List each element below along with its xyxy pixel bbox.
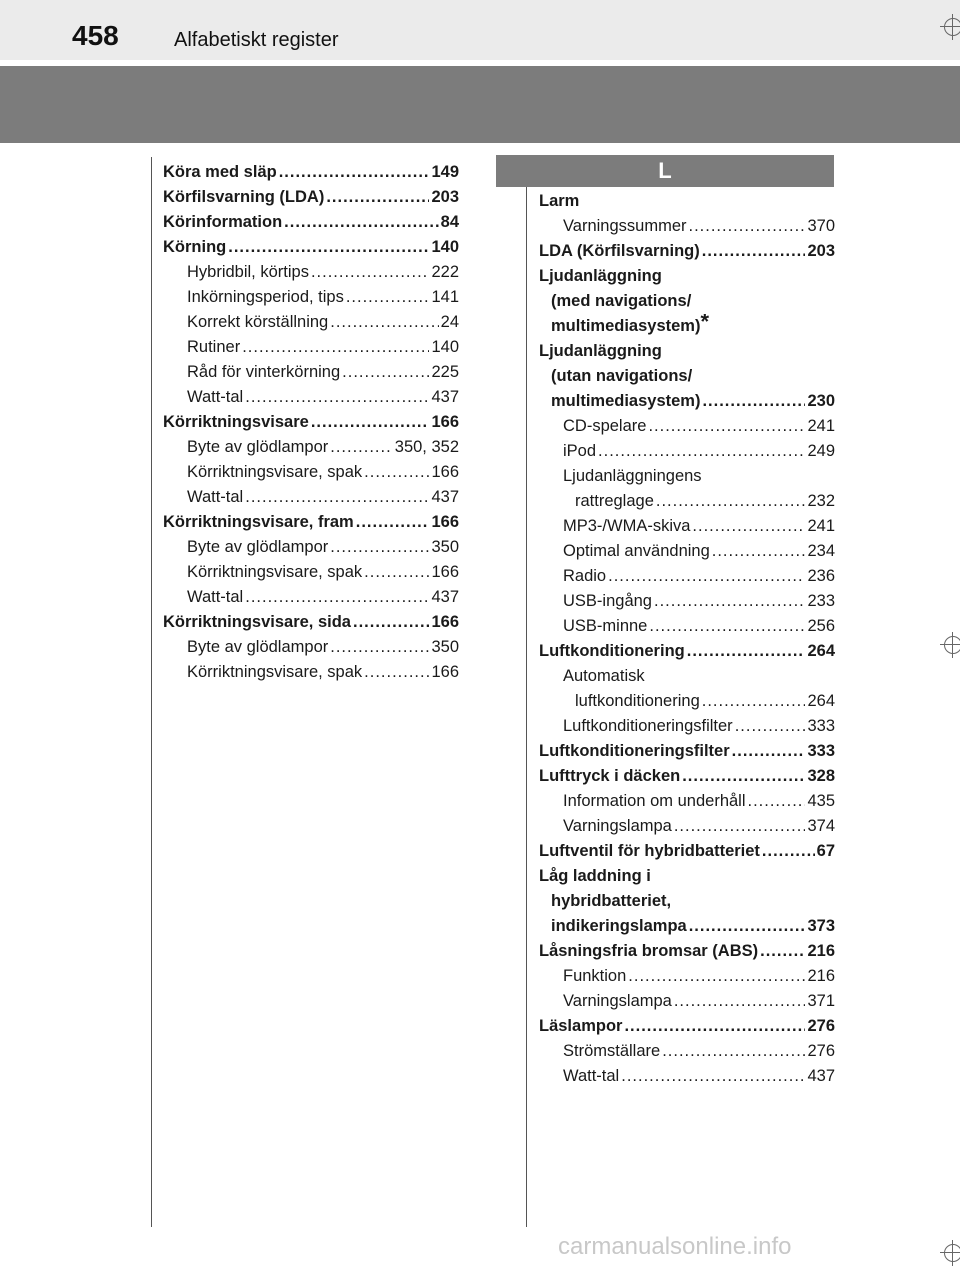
index-entry-page: 276 bbox=[807, 1017, 835, 1035]
index-entry bbox=[539, 264, 835, 289]
dot-leader bbox=[608, 564, 805, 589]
index-column-left bbox=[163, 160, 459, 685]
index-entry bbox=[539, 214, 835, 239]
index-entry bbox=[539, 939, 835, 964]
index-entry-label: Körriktningsvisare bbox=[163, 413, 309, 431]
index-entry-page: 232 bbox=[807, 492, 835, 510]
dot-leader bbox=[712, 539, 806, 564]
index-entry bbox=[539, 839, 835, 864]
index-entry bbox=[539, 889, 835, 914]
index-entry-page: 222 bbox=[431, 263, 459, 281]
index-entry-label: Hybridbil, körtips bbox=[187, 263, 309, 281]
dot-leader bbox=[364, 560, 429, 585]
dot-leader bbox=[702, 239, 806, 264]
index-entry-label: Ljudanläggning bbox=[539, 267, 662, 285]
index-entry bbox=[163, 385, 459, 410]
index-entry bbox=[163, 235, 459, 260]
index-entry-label: Watt-tal bbox=[187, 488, 244, 506]
index-entry-page: 249 bbox=[807, 442, 835, 460]
dot-leader bbox=[364, 460, 429, 485]
index-entry-label: Råd för vinterkörning bbox=[187, 363, 341, 381]
dot-leader bbox=[353, 610, 429, 635]
index-entry-label: Watt-tal bbox=[563, 1067, 620, 1085]
index-entry-label: Körinformation bbox=[163, 213, 283, 231]
index-entry-page: 236 bbox=[807, 567, 835, 585]
index-entry-label: (utan navigations/ bbox=[551, 367, 693, 385]
index-entry-label: Funktion bbox=[563, 967, 627, 985]
index-entry bbox=[539, 539, 835, 564]
dot-leader bbox=[682, 764, 805, 789]
index-entry-label: Ljudanläggningens bbox=[563, 467, 702, 485]
index-entry-page: 333 bbox=[807, 717, 835, 735]
index-entry bbox=[539, 289, 835, 314]
index-entry bbox=[163, 310, 459, 335]
index-entry-label: USB-minne bbox=[563, 617, 648, 635]
page-header bbox=[0, 0, 960, 60]
index-entry-page: 437 bbox=[431, 588, 459, 606]
index-entry-label: (med navigations/ bbox=[551, 292, 692, 310]
index-entry-label: Köra med släp bbox=[163, 163, 277, 181]
dot-leader bbox=[674, 814, 806, 839]
index-entry-page: 166 bbox=[431, 463, 459, 481]
index-entry-page: 241 bbox=[807, 517, 835, 535]
section-title: Alfabetiskt register bbox=[174, 29, 339, 51]
index-entry-label: Körriktningsvisare, spak bbox=[187, 563, 363, 581]
index-entry-page: 140 bbox=[431, 338, 459, 356]
index-entry bbox=[539, 339, 835, 364]
index-entry bbox=[539, 964, 835, 989]
index-entry bbox=[539, 739, 835, 764]
dot-leader bbox=[674, 989, 806, 1014]
dot-leader bbox=[346, 285, 430, 310]
index-entry-label: Körriktningsvisare, spak bbox=[187, 663, 363, 681]
index-entry-label: Inkörningsperiod, tips bbox=[187, 288, 344, 306]
index-entry bbox=[163, 485, 459, 510]
index-entry-page: 84 bbox=[440, 213, 459, 231]
index-entry-page: 166 bbox=[431, 513, 459, 531]
dot-leader bbox=[598, 439, 805, 464]
index-entry-page: 333 bbox=[807, 742, 835, 760]
index-entry-label: Automatisk bbox=[563, 667, 645, 685]
dot-leader bbox=[245, 485, 429, 510]
index-entry-label: Körriktningsvisare, spak bbox=[187, 463, 363, 481]
dot-leader bbox=[311, 260, 430, 285]
index-entry bbox=[163, 560, 459, 585]
index-entry bbox=[163, 185, 459, 210]
index-entry bbox=[539, 389, 835, 414]
dot-leader bbox=[311, 410, 430, 435]
index-entry: multimediasystem) * bbox=[539, 314, 835, 339]
index-entry-label: Watt-tal bbox=[187, 588, 244, 606]
index-entry-page: 233 bbox=[807, 592, 835, 610]
index-entry-label: Byte av glödlampor bbox=[187, 638, 329, 656]
index-entry-label: Varningslampa bbox=[563, 817, 672, 835]
index-entry bbox=[539, 639, 835, 664]
crop-mark-icon bbox=[940, 14, 960, 40]
index-entry bbox=[539, 414, 835, 439]
index-entry-label: MP3-/WMA-skiva bbox=[563, 517, 691, 535]
dot-leader bbox=[284, 210, 438, 235]
index-entry-page: 373 bbox=[807, 917, 835, 935]
index-entry-page: 141 bbox=[431, 288, 459, 306]
index-entry-label: Radio bbox=[563, 567, 607, 585]
index-entry-label: Låsningsfria bromsar (ABS) bbox=[539, 942, 759, 960]
column-rule-right bbox=[526, 187, 527, 1227]
index-entry-page: 435 bbox=[807, 792, 835, 810]
dot-leader bbox=[689, 914, 806, 939]
index-entry-page: 350, 352 bbox=[394, 438, 459, 456]
index-entry-label: Läslampor bbox=[539, 1017, 623, 1035]
index-entry-label: iPod bbox=[563, 442, 597, 460]
index-entry-page: 374 bbox=[807, 817, 835, 835]
index-entry bbox=[163, 660, 459, 685]
dot-leader bbox=[330, 535, 429, 560]
index-entry-page: 149 bbox=[431, 163, 459, 181]
dot-leader bbox=[702, 389, 805, 414]
index-entry bbox=[539, 1039, 835, 1064]
index-entry bbox=[539, 689, 835, 714]
index-entry-label: Lufttryck i däcken bbox=[539, 767, 681, 785]
index-entry-page: 216 bbox=[807, 967, 835, 985]
index-entry-page: 264 bbox=[807, 692, 835, 710]
header-band bbox=[0, 66, 960, 143]
index-entry bbox=[539, 1064, 835, 1089]
index-entry-label: Watt-tal bbox=[187, 388, 244, 406]
dot-leader bbox=[326, 185, 429, 210]
index-entry bbox=[539, 989, 835, 1014]
index-entry-page: 328 bbox=[807, 767, 835, 785]
index-entry-page: 371 bbox=[807, 992, 835, 1010]
dot-leader bbox=[748, 789, 806, 814]
dot-leader bbox=[279, 160, 430, 185]
index-entry-label: Luftventil för hybridbatteriet bbox=[539, 842, 760, 860]
index-entry-label: Luftkonditioneringsfilter bbox=[563, 717, 733, 735]
index-entry-page: 166 bbox=[431, 663, 459, 681]
index-entry-label: indikeringslampa bbox=[551, 917, 687, 935]
index-entry-label: multimediasystem) bbox=[551, 317, 701, 335]
dot-leader bbox=[687, 639, 806, 664]
index-entry-label: Information om underhåll bbox=[563, 792, 746, 810]
index-entry-page: 24 bbox=[440, 313, 459, 331]
dot-leader bbox=[628, 964, 805, 989]
index-entry bbox=[539, 364, 835, 389]
index-entry bbox=[539, 914, 835, 939]
dot-leader bbox=[662, 1039, 805, 1064]
dot-leader bbox=[732, 739, 806, 764]
dot-leader bbox=[656, 489, 806, 514]
dot-leader bbox=[654, 589, 805, 614]
index-entry bbox=[539, 789, 835, 814]
index-entry bbox=[163, 335, 459, 360]
index-letter-header: L bbox=[496, 155, 834, 187]
index-entry-page: 140 bbox=[431, 238, 459, 256]
index-entry-label: Körning bbox=[163, 238, 227, 256]
index-entry-label: Ljudanläggning bbox=[539, 342, 662, 360]
dot-leader bbox=[760, 939, 805, 964]
index-entry bbox=[539, 239, 835, 264]
watermark: carmanualsonline.info bbox=[558, 1233, 792, 1260]
index-entry bbox=[539, 564, 835, 589]
index-entry-label: multimediasystem) bbox=[551, 392, 701, 410]
index-entry-label: Körriktningsvisare, fram bbox=[163, 513, 354, 531]
dot-leader bbox=[245, 385, 429, 410]
index-entry-label: Luftkonditioneringsfilter bbox=[539, 742, 730, 760]
index-entry-label: rattreglage bbox=[575, 492, 654, 510]
index-entry-label: Optimal användning bbox=[563, 542, 710, 560]
index-entry bbox=[163, 635, 459, 660]
index-entry-page: 166 bbox=[431, 613, 459, 631]
dot-leader bbox=[702, 689, 806, 714]
index-entry bbox=[163, 460, 459, 485]
index-entry-label: Låg laddning i bbox=[539, 867, 651, 885]
index-entry-label: CD-spelare bbox=[563, 417, 647, 435]
index-entry-page: 166 bbox=[431, 413, 459, 431]
index-entry-label: Byte av glödlampor bbox=[187, 538, 329, 556]
index-entry bbox=[539, 864, 835, 889]
index-entry bbox=[539, 614, 835, 639]
page-number: 458 bbox=[72, 20, 119, 51]
index-entry-page: 225 bbox=[431, 363, 459, 381]
index-entry bbox=[163, 260, 459, 285]
index-entry bbox=[539, 189, 835, 214]
index-entry bbox=[163, 510, 459, 535]
index-entry-label: Korrekt körställning bbox=[187, 313, 329, 331]
dot-leader bbox=[735, 714, 806, 739]
index-entry-page: 203 bbox=[431, 188, 459, 206]
dot-leader bbox=[228, 235, 429, 260]
dot-leader bbox=[245, 585, 429, 610]
dot-leader bbox=[624, 1014, 805, 1039]
index-entry-page: 276 bbox=[807, 1042, 835, 1060]
index-entry bbox=[539, 514, 835, 539]
dot-leader bbox=[688, 214, 805, 239]
dot-leader bbox=[692, 514, 805, 539]
index-column-right bbox=[539, 189, 835, 1089]
index-entry-label: Körfilsvarning (LDA) bbox=[163, 188, 325, 206]
index-entry-page: 166 bbox=[431, 563, 459, 581]
dot-leader bbox=[649, 614, 805, 639]
index-entry-page: 350 bbox=[431, 638, 459, 656]
index-entry bbox=[539, 664, 835, 689]
index-entry-label: Strömställare bbox=[563, 1042, 661, 1060]
dot-leader bbox=[342, 360, 429, 385]
index-entry-page: 67 bbox=[816, 842, 835, 860]
index-entry-page: 437 bbox=[807, 1067, 835, 1085]
index-entry-page: 241 bbox=[807, 417, 835, 435]
index-entry bbox=[163, 210, 459, 235]
index-entry-page: 370 bbox=[807, 217, 835, 235]
crop-mark-icon bbox=[940, 1240, 960, 1266]
column-rule-left bbox=[151, 157, 152, 1227]
index-entry-label: luftkonditionering bbox=[575, 692, 700, 710]
index-entry-page: 437 bbox=[431, 488, 459, 506]
index-entry bbox=[539, 764, 835, 789]
index-entry-label: hybridbatteriet, bbox=[551, 892, 672, 910]
index-entry-page: 216 bbox=[807, 942, 835, 960]
dot-leader bbox=[356, 510, 430, 535]
index-entry-page: 234 bbox=[807, 542, 835, 560]
dot-leader bbox=[330, 635, 429, 660]
index-entry bbox=[539, 489, 835, 514]
dot-leader bbox=[364, 660, 429, 685]
crop-mark-icon bbox=[940, 632, 960, 658]
dot-leader bbox=[762, 839, 815, 864]
index-entry bbox=[163, 360, 459, 385]
index-entry bbox=[163, 535, 459, 560]
index-entry bbox=[163, 435, 459, 460]
index-entry bbox=[163, 160, 459, 185]
dot-leader bbox=[242, 335, 429, 360]
index-entry bbox=[163, 285, 459, 310]
index-entry-label: USB-ingång bbox=[563, 592, 652, 610]
index-entry-label: Rutiner bbox=[187, 338, 241, 356]
index-entry bbox=[539, 1014, 835, 1039]
index-entry bbox=[539, 714, 835, 739]
index-entry bbox=[163, 610, 459, 635]
index-entry-label: Varningssummer bbox=[563, 217, 687, 235]
dot-leader bbox=[330, 310, 438, 335]
index-entry-page: 203 bbox=[807, 242, 835, 260]
index-entry-page: 256 bbox=[807, 617, 835, 635]
index-entry-label: Varningslampa bbox=[563, 992, 672, 1010]
index-entry bbox=[539, 814, 835, 839]
index-entry-page: 264 bbox=[807, 642, 835, 660]
index-entry bbox=[163, 410, 459, 435]
index-entry-page: 437 bbox=[431, 388, 459, 406]
index-entry-page: 230 bbox=[807, 392, 835, 410]
dot-leader bbox=[648, 414, 805, 439]
dot-leader bbox=[330, 435, 393, 460]
index-entry bbox=[539, 464, 835, 489]
index-entry bbox=[539, 439, 835, 464]
index-entry-label: Larm bbox=[539, 192, 580, 210]
index-entry-label: Körriktningsvisare, sida bbox=[163, 613, 351, 631]
index-entry-page: 350 bbox=[431, 538, 459, 556]
index-entry-label: LDA (Körfilsvarning) bbox=[539, 242, 700, 260]
index-entry bbox=[163, 585, 459, 610]
index-entry bbox=[539, 589, 835, 614]
index-entry-label: Byte av glödlampor bbox=[187, 438, 329, 456]
index-entry-label: Luftkonditionering bbox=[539, 642, 685, 660]
dot-leader bbox=[621, 1064, 805, 1089]
